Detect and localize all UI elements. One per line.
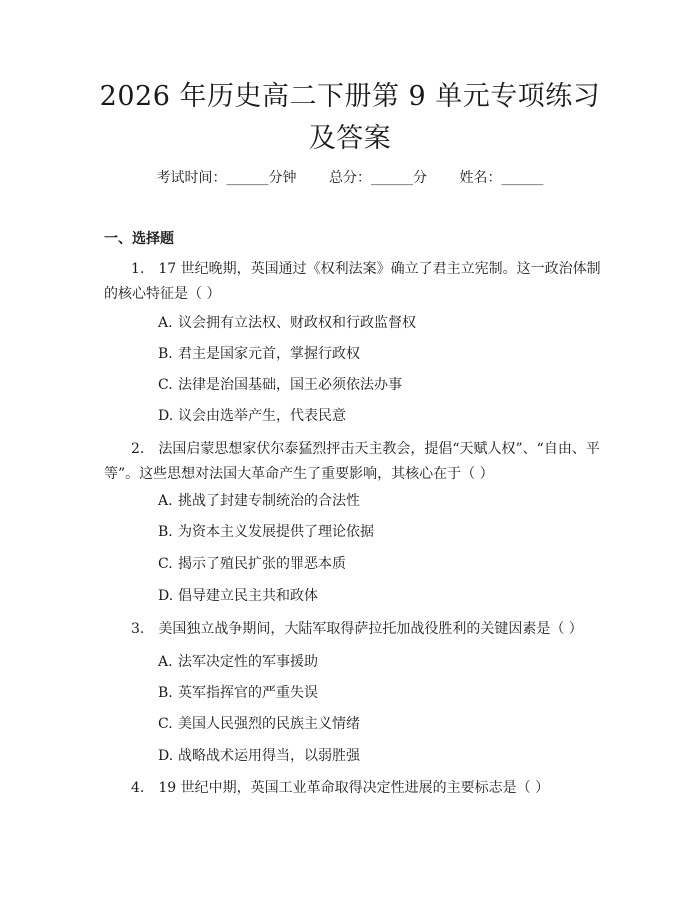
option-letter: C. bbox=[158, 716, 173, 732]
question-2 bbox=[104, 437, 604, 487]
exam-time-field: 考试时间：______分钟 bbox=[156, 170, 297, 186]
question-3-option-b bbox=[158, 683, 318, 703]
option-letter: A. bbox=[158, 315, 173, 331]
option-letter: D. bbox=[158, 408, 174, 424]
option-text: 议会由选举产生，代表民意 bbox=[178, 408, 346, 424]
question-number: 3. bbox=[131, 621, 145, 637]
question-2-option-c bbox=[158, 554, 346, 574]
question-2-option-d bbox=[158, 586, 318, 606]
question-1-option-a bbox=[158, 313, 416, 333]
option-text: 揭示了殖民扩张的罪恶本质 bbox=[178, 556, 346, 572]
option-letter: C. bbox=[158, 377, 173, 393]
option-text: 战略战术运用得当，以弱胜强 bbox=[178, 748, 360, 764]
option-text: 君主是国家元首，掌握行政权 bbox=[178, 346, 360, 362]
option-letter: B. bbox=[158, 524, 173, 540]
option-letter: A. bbox=[158, 654, 173, 670]
option-text: 为资本主义发展提供了理论依据 bbox=[178, 524, 374, 540]
option-letter: C. bbox=[158, 556, 173, 572]
question-number: 4. bbox=[131, 780, 145, 796]
question-2-option-a bbox=[158, 491, 360, 511]
exam-meta bbox=[0, 168, 700, 188]
question-text: 17 世纪晚期，英国通过《权利法案》确立了君主立宪制。这一政治体制的核心特征是（ ） bbox=[104, 261, 601, 302]
question-number: 1. bbox=[131, 261, 145, 277]
question-3 bbox=[104, 617, 604, 642]
option-text: 挑战了封建专制统治的合法性 bbox=[178, 493, 360, 509]
question-text: 19 世纪中期，英国工业革命取得决定性进展的主要标志是（ ） bbox=[158, 780, 550, 796]
question-2-option-b bbox=[158, 522, 374, 542]
option-text: 法军决定性的军事援助 bbox=[178, 654, 318, 670]
question-1-option-d bbox=[158, 406, 346, 426]
student-name-field: 姓名：______ bbox=[459, 170, 544, 186]
question-text: 法国启蒙思想家伏尔泰猛烈抨击天主教会，提倡“天赋人权”、“自由、平等”。这些思想对法国大革命产生了重要影响，其核心在于（ ） bbox=[104, 441, 600, 482]
option-letter: B. bbox=[158, 346, 173, 362]
question-number: 2. bbox=[131, 441, 145, 457]
page-title: 2026 年历史高二下册第 9 单元专项练习及答案 bbox=[99, 81, 601, 154]
question-1 bbox=[104, 257, 604, 307]
question-3-option-c bbox=[158, 714, 360, 734]
option-text: 倡导建立民主共和政体 bbox=[178, 588, 318, 604]
question-4 bbox=[104, 776, 604, 801]
question-3-option-d bbox=[158, 746, 360, 766]
question-text: 美国独立战争期间，大陆军取得萨拉托加战役胜利的关键因素是（ ） bbox=[158, 621, 583, 637]
question-3-option-a bbox=[158, 652, 318, 672]
option-letter: D. bbox=[158, 588, 174, 604]
total-score-field: 总分：______分 bbox=[329, 170, 427, 186]
option-text: 议会拥有立法权、财政权和行政监督权 bbox=[178, 315, 416, 331]
option-text: 美国人民强烈的民族主义情绪 bbox=[178, 716, 360, 732]
question-1-option-c bbox=[158, 375, 402, 395]
option-letter: D. bbox=[158, 748, 174, 764]
question-1-option-b bbox=[158, 344, 360, 364]
option-text: 英军指挥官的严重失误 bbox=[178, 685, 318, 701]
option-letter: A. bbox=[158, 493, 173, 509]
option-letter: B. bbox=[158, 685, 173, 701]
option-text: 法律是治国基础，国王必须依法办事 bbox=[178, 377, 402, 393]
section-heading: 一、选择题 bbox=[104, 231, 174, 247]
